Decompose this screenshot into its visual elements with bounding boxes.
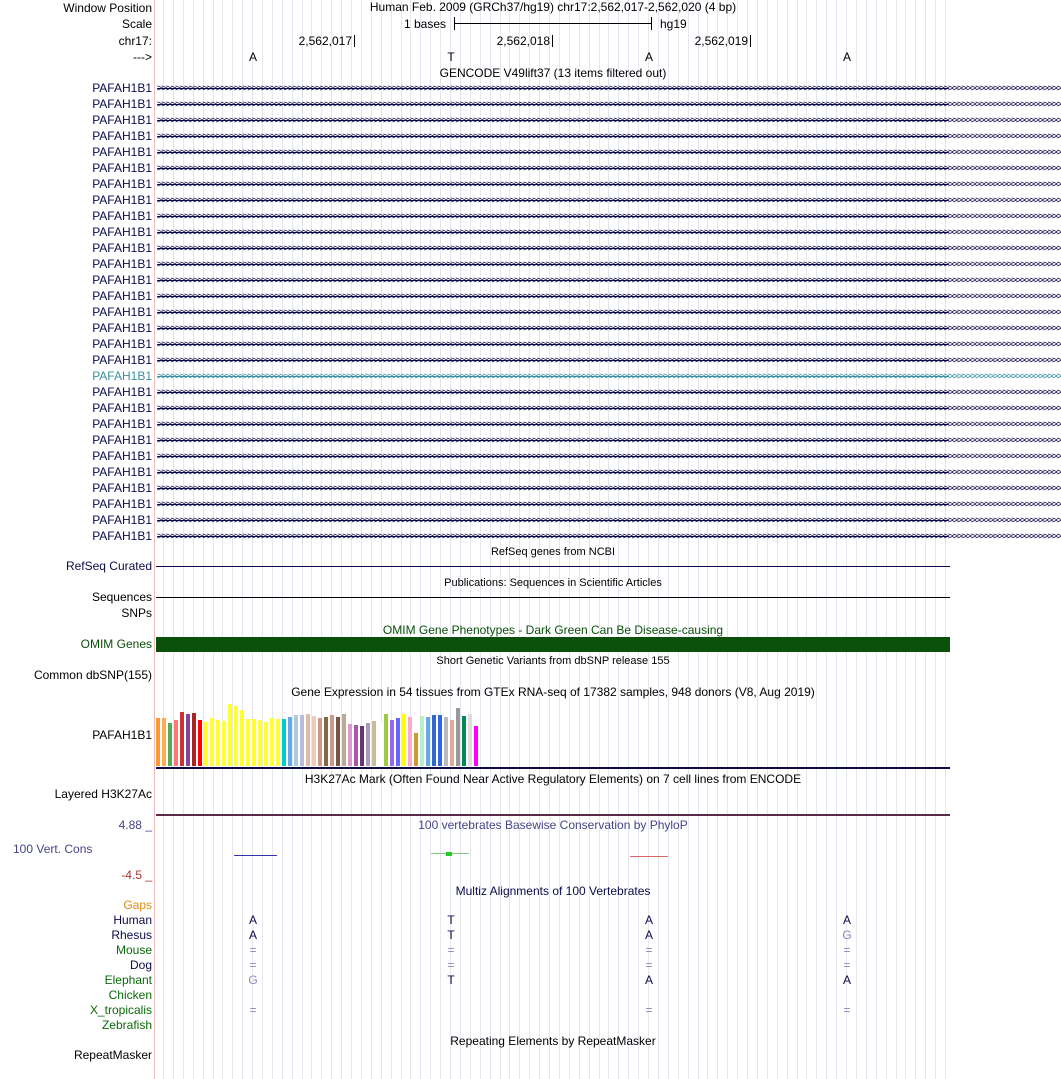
multiz-species-label[interactable]: X_tropicalis [89, 1003, 152, 1017]
multiz-base: = [645, 1003, 653, 1017]
base-letter: T [447, 50, 455, 64]
gtex-tissue-bar[interactable] [384, 714, 388, 766]
multiz-base: T [447, 913, 455, 927]
transcript-strand-arrows: >>>>>>>>>>>>>>>>>>>>>>>>>>>>>>>>>>>>>>>>>>>>>>>>>>>>>>>>>>>>>>>>>>>>>>>>>>>>>>>>>>>>>>>>>>>>>>>>>>>>>>>>>>>>>>>>>>>>>>>>>>>>>>>>>>>>>>>>>>>>>>>>>>>>>>>>>>>>>>>>>>>>>>>>>>>>>>>>>>>>>>>>>>>>>>>>>>>>>>>> [157, 211, 1061, 222]
gtex-tissue-bar[interactable] [444, 717, 448, 766]
gtex-baseline [156, 767, 950, 769]
gtex-tissue-bar[interactable] [174, 720, 178, 766]
repeatmasker-title: Repeating Elements by RepeatMasker [450, 1034, 656, 1048]
gencode-transcript-label[interactable]: PAFAH1B1 [92, 289, 152, 303]
gencode-transcript-label[interactable]: PAFAH1B1 [92, 385, 152, 399]
gencode-transcript-label[interactable]: PAFAH1B1 [92, 97, 152, 111]
transcript-strand-arrows: >>>>>>>>>>>>>>>>>>>>>>>>>>>>>>>>>>>>>>>>>>>>>>>>>>>>>>>>>>>>>>>>>>>>>>>>>>>>>>>>>>>>>>>>>>>>>>>>>>>>>>>>>>>>>>>>>>>>>>>>>>>>>>>>>>>>>>>>>>>>>>>>>>>>>>>>>>>>>>>>>>>>>>>>>>>>>>>>>>>>>>>>>>>>>>>>>>>>>>>> [157, 227, 1061, 238]
transcript-strand-arrows: >>>>>>>>>>>>>>>>>>>>>>>>>>>>>>>>>>>>>>>>>>>>>>>>>>>>>>>>>>>>>>>>>>>>>>>>>>>>>>>>>>>>>>>>>>>>>>>>>>>>>>>>>>>>>>>>>>>>>>>>>>>>>>>>>>>>>>>>>>>>>>>>>>>>>>>>>>>>>>>>>>>>>>>>>>>>>>>>>>>>>>>>>>>>>>>>>>>>>>>> [157, 163, 1061, 174]
ruler-position-label: 2,562,019 [694, 34, 748, 48]
gtex-tissue-bar[interactable] [186, 714, 190, 766]
publications-label[interactable]: Sequences [91, 590, 152, 604]
multiz-title: Multiz Alignments of 100 Vertebrates [455, 884, 651, 898]
refseq-label[interactable]: RefSeq Curated [65, 559, 152, 573]
gtex-tissue-bar[interactable] [372, 721, 376, 766]
gtex-tissue-bar[interactable] [456, 708, 460, 766]
multiz-base: = [447, 958, 455, 972]
gencode-transcript-label[interactable]: PAFAH1B1 [92, 481, 152, 495]
multiz-base: A [248, 928, 257, 942]
gencode-transcript-label[interactable]: PAFAH1B1 [92, 449, 152, 463]
gtex-tissue-bar[interactable] [462, 716, 466, 766]
gtex-tissue-bar[interactable] [246, 719, 250, 766]
transcript-strand-arrows: >>>>>>>>>>>>>>>>>>>>>>>>>>>>>>>>>>>>>>>>>>>>>>>>>>>>>>>>>>>>>>>>>>>>>>>>>>>>>>>>>>>>>>>>>>>>>>>>>>>>>>>>>>>>>>>>>>>>>>>>>>>>>>>>>>>>>>>>>>>>>>>>>>>>>>>>>>>>>>>>>>>>>>>>>>>>>>>>>>>>>>>>>>>>>>>>>>>>>>>> [157, 483, 1061, 494]
transcript-strand-arrows: >>>>>>>>>>>>>>>>>>>>>>>>>>>>>>>>>>>>>>>>>>>>>>>>>>>>>>>>>>>>>>>>>>>>>>>>>>>>>>>>>>>>>>>>>>>>>>>>>>>>>>>>>>>>>>>>>>>>>>>>>>>>>>>>>>>>>>>>>>>>>>>>>>>>>>>>>>>>>>>>>>>>>>>>>>>>>>>>>>>>>>>>>>>>>>>>>>>>>>>> [157, 195, 1061, 206]
transcript-strand-arrows: >>>>>>>>>>>>>>>>>>>>>>>>>>>>>>>>>>>>>>>>>>>>>>>>>>>>>>>>>>>>>>>>>>>>>>>>>>>>>>>>>>>>>>>>>>>>>>>>>>>>>>>>>>>>>>>>>>>>>>>>>>>>>>>>>>>>>>>>>>>>>>>>>>>>>>>>>>>>>>>>>>>>>>>>>>>>>>>>>>>>>>>>>>>>>>>>>>>>>>>> [157, 275, 1061, 286]
multiz-base: G [248, 973, 258, 987]
gtex-tissue-bar[interactable] [426, 717, 430, 766]
gtex-tissue-bar[interactable] [408, 717, 412, 766]
gtex-tissue-bar[interactable] [414, 733, 418, 766]
conservation-mark-2-peak [446, 852, 452, 856]
gencode-transcript-label[interactable]: PAFAH1B1 [92, 193, 152, 207]
gtex-tissue-bar[interactable] [336, 717, 340, 766]
transcript-strand-arrows: >>>>>>>>>>>>>>>>>>>>>>>>>>>>>>>>>>>>>>>>>>>>>>>>>>>>>>>>>>>>>>>>>>>>>>>>>>>>>>>>>>>>>>>>>>>>>>>>>>>>>>>>>>>>>>>>>>>>>>>>>>>>>>>>>>>>>>>>>>>>>>>>>>>>>>>>>>>>>>>>>>>>>>>>>>>>>>>>>>>>>>>>>>>>>>>>>>>>>>>> [157, 451, 1061, 462]
dbsnp-title: Short Genetic Variants from dbSNP release 155 [436, 655, 670, 667]
multiz-base: A [842, 913, 851, 927]
gencode-transcript-label[interactable]: PAFAH1B1 [92, 273, 152, 287]
gtex-tissue-bar[interactable] [348, 724, 352, 766]
ruler-position-label: 2,562,017 [298, 34, 352, 48]
base-letter: A [644, 50, 653, 64]
conservation-max: 4.88 _ [118, 818, 152, 832]
window-position-label: Window Position [63, 1, 152, 15]
gtex-tissue-bar[interactable] [180, 712, 184, 766]
gtex-tissue-bar[interactable] [450, 720, 454, 766]
gencode-transcript-label[interactable]: PAFAH1B1 [92, 513, 152, 527]
gencode-transcript-label[interactable]: PAFAH1B1 [92, 529, 152, 543]
gtex-tissue-bar[interactable] [324, 717, 328, 766]
transcript-strand-arrows: >>>>>>>>>>>>>>>>>>>>>>>>>>>>>>>>>>>>>>>>>>>>>>>>>>>>>>>>>>>>>>>>>>>>>>>>>>>>>>>>>>>>>>>>>>>>>>>>>>>>>>>>>>>>>>>>>>>>>>>>>>>>>>>>>>>>>>>>>>>>>>>>>>>>>>>>>>>>>>>>>>>>>>>>>>>>>>>>>>>>>>>>>>>>>>>>>>>>>>>> [157, 387, 1061, 398]
gtex-tissue-bar[interactable] [234, 706, 238, 766]
gtex-tissue-bar[interactable] [240, 710, 244, 766]
gencode-transcript-label[interactable]: PAFAH1B1 [92, 177, 152, 191]
gtex-tissue-bar[interactable] [270, 718, 274, 766]
gtex-tissue-bar[interactable] [252, 719, 256, 766]
conservation-min: -4.5 _ [121, 868, 152, 882]
transcript-strand-arrows: >>>>>>>>>>>>>>>>>>>>>>>>>>>>>>>>>>>>>>>>>>>>>>>>>>>>>>>>>>>>>>>>>>>>>>>>>>>>>>>>>>>>>>>>>>>>>>>>>>>>>>>>>>>>>>>>>>>>>>>>>>>>>>>>>>>>>>>>>>>>>>>>>>>>>>>>>>>>>>>>>>>>>>>>>>>>>>>>>>>>>>>>>>>>>>>>>>>>>>>> [157, 339, 1061, 350]
h3k27ac-label[interactable]: Layered H3K27Ac [54, 787, 152, 801]
multiz-base: A [644, 973, 653, 987]
transcript-strand-arrows: >>>>>>>>>>>>>>>>>>>>>>>>>>>>>>>>>>>>>>>>>>>>>>>>>>>>>>>>>>>>>>>>>>>>>>>>>>>>>>>>>>>>>>>>>>>>>>>>>>>>>>>>>>>>>>>>>>>>>>>>>>>>>>>>>>>>>>>>>>>>>>>>>>>>>>>>>>>>>>>>>>>>>>>>>>>>>>>>>>>>>>>>>>>>>>>>>>>>>>>> [157, 307, 1061, 318]
multiz-base: = [645, 958, 653, 972]
transcript-strand-arrows: >>>>>>>>>>>>>>>>>>>>>>>>>>>>>>>>>>>>>>>>>>>>>>>>>>>>>>>>>>>>>>>>>>>>>>>>>>>>>>>>>>>>>>>>>>>>>>>>>>>>>>>>>>>>>>>>>>>>>>>>>>>>>>>>>>>>>>>>>>>>>>>>>>>>>>>>>>>>>>>>>>>>>>>>>>>>>>>>>>>>>>>>>>>>>>>>>>>>>>>> [157, 515, 1061, 526]
gencode-transcript-label[interactable]: PAFAH1B1 [92, 321, 152, 335]
gtex-tissue-bar[interactable] [360, 726, 364, 766]
gtex-tissue-bar[interactable] [330, 715, 334, 766]
gencode-transcript-label[interactable]: PAFAH1B1 [92, 209, 152, 223]
gtex-tissue-bar[interactable] [222, 721, 226, 766]
h3k27ac-title: H3K27Ac Mark (Often Found Near Active Regulatory Elements) on 7 cell lines from ENCODE [304, 772, 802, 786]
gtex-tissue-bar[interactable] [468, 714, 472, 766]
scale-bar [454, 23, 652, 24]
label-divider [154, 0, 155, 1079]
multiz-base: = [249, 958, 257, 972]
multiz-base: A [644, 928, 653, 942]
multiz-base: A [248, 913, 257, 927]
gtex-tissue-bar[interactable] [228, 704, 232, 766]
gtex-bar-chart[interactable] [156, 690, 950, 766]
gtex-tissue-bar[interactable] [306, 714, 310, 766]
gtex-tissue-bar[interactable] [162, 718, 166, 766]
multiz-base: G [842, 928, 852, 942]
transcript-strand-arrows: >>>>>>>>>>>>>>>>>>>>>>>>>>>>>>>>>>>>>>>>>>>>>>>>>>>>>>>>>>>>>>>>>>>>>>>>>>>>>>>>>>>>>>>>>>>>>>>>>>>>>>>>>>>>>>>>>>>>>>>>>>>>>>>>>>>>>>>>>>>>>>>>>>>>>>>>>>>>>>>>>>>>>>>>>>>>>>>>>>>>>>>>>>>>>>>>>>>>>>>> [157, 435, 1061, 446]
transcript-strand-arrows: >>>>>>>>>>>>>>>>>>>>>>>>>>>>>>>>>>>>>>>>>>>>>>>>>>>>>>>>>>>>>>>>>>>>>>>>>>>>>>>>>>>>>>>>>>>>>>>>>>>>>>>>>>>>>>>>>>>>>>>>>>>>>>>>>>>>>>>>>>>>>>>>>>>>>>>>>>>>>>>>>>>>>>>>>>>>>>>>>>>>>>>>>>>>>>>>>>>>>>>> [157, 467, 1061, 478]
gtex-title: Gene Expression in 54 tissues from GTEx RNA-seq of 17382 samples, 948 donors (V8, Aug 2019) [291, 685, 815, 699]
transcript-strand-arrows: >>>>>>>>>>>>>>>>>>>>>>>>>>>>>>>>>>>>>>>>>>>>>>>>>>>>>>>>>>>>>>>>>>>>>>>>>>>>>>>>>>>>>>>>>>>>>>>>>>>>>>>>>>>>>>>>>>>>>>>>>>>>>>>>>>>>>>>>>>>>>>>>>>>>>>>>>>>>>>>>>>>>>>>>>>>>>>>>>>>>>>>>>>>>>>>>>>>>>>>> [157, 291, 1061, 302]
gtex-tissue-bar[interactable] [390, 720, 394, 766]
multiz-base: = [843, 958, 851, 972]
gtex-tissue-bar[interactable] [258, 720, 262, 766]
multiz-species-label[interactable]: Elephant [104, 973, 152, 987]
gencode-transcript-label[interactable]: PAFAH1B1 [92, 465, 152, 479]
gtex-tissue-bar[interactable] [396, 718, 400, 766]
multiz-species-label[interactable]: Chicken [108, 988, 152, 1002]
transcript-strand-arrows: >>>>>>>>>>>>>>>>>>>>>>>>>>>>>>>>>>>>>>>>>>>>>>>>>>>>>>>>>>>>>>>>>>>>>>>>>>>>>>>>>>>>>>>>>>>>>>>>>>>>>>>>>>>>>>>>>>>>>>>>>>>>>>>>>>>>>>>>>>>>>>>>>>>>>>>>>>>>>>>>>>>>>>>>>>>>>>>>>>>>>>>>>>>>>>>>>>>>>>>> [157, 419, 1061, 430]
conservation-title: 100 vertebrates Basewise Conservation by PhyloP [418, 818, 688, 832]
gencode-transcript-label[interactable]: PAFAH1B1 [92, 401, 152, 415]
gencode-transcript-label[interactable]: PAFAH1B1 [92, 353, 152, 367]
gencode-transcript-label[interactable]: PAFAH1B1 [92, 241, 152, 255]
transcript-strand-arrows: >>>>>>>>>>>>>>>>>>>>>>>>>>>>>>>>>>>>>>>>>>>>>>>>>>>>>>>>>>>>>>>>>>>>>>>>>>>>>>>>>>>>>>>>>>>>>>>>>>>>>>>>>>>>>>>>>>>>>>>>>>>>>>>>>>>>>>>>>>>>>>>>>>>>>>>>>>>>>>>>>>>>>>>>>>>>>>>>>>>>>>>>>>>>>>>>>>>>>>>> [157, 147, 1061, 158]
transcript-strand-arrows: >>>>>>>>>>>>>>>>>>>>>>>>>>>>>>>>>>>>>>>>>>>>>>>>>>>>>>>>>>>>>>>>>>>>>>>>>>>>>>>>>>>>>>>>>>>>>>>>>>>>>>>>>>>>>>>>>>>>>>>>>>>>>>>>>>>>>>>>>>>>>>>>>>>>>>>>>>>>>>>>>>>>>>>>>>>>>>>>>>>>>>>>>>>>>>>>>>>>>>>> [157, 115, 1061, 126]
base-letter: A [842, 50, 851, 64]
gtex-tissue-bar[interactable] [264, 722, 268, 766]
multiz-base: = [645, 943, 653, 957]
conservation-label[interactable]: 100 Vert. Cons [13, 842, 93, 856]
multiz-base: = [447, 943, 455, 957]
omim-bar[interactable] [156, 637, 950, 652]
scale-text: 1 bases [404, 17, 447, 31]
gencode-transcript-label[interactable]: PAFAH1B1 [92, 417, 152, 431]
multiz-base: = [843, 1003, 851, 1017]
gencode-transcript-label[interactable]: PAFAH1B1 [92, 161, 152, 175]
publications-line[interactable] [156, 597, 950, 598]
base-letter: A [248, 50, 257, 64]
gencode-transcript-label[interactable]: PAFAH1B1 [92, 81, 152, 95]
multiz-species-label[interactable]: Dog [129, 958, 152, 972]
gtex-tissue-bar[interactable] [282, 719, 286, 766]
gencode-title: GENCODE V49lift37 (13 items filtered out) [439, 66, 667, 80]
multiz-species-label[interactable]: Mouse [115, 943, 152, 957]
gtex-label[interactable]: PAFAH1B1 [92, 728, 152, 742]
multiz-species-label[interactable]: Zebrafish [101, 1018, 152, 1032]
gencode-transcript-label[interactable]: PAFAH1B1 [92, 113, 152, 127]
ruler-position-label: 2,562,018 [496, 34, 550, 48]
transcript-strand-arrows: >>>>>>>>>>>>>>>>>>>>>>>>>>>>>>>>>>>>>>>>>>>>>>>>>>>>>>>>>>>>>>>>>>>>>>>>>>>>>>>>>>>>>>>>>>>>>>>>>>>>>>>>>>>>>>>>>>>>>>>>>>>>>>>>>>>>>>>>>>>>>>>>>>>>>>>>>>>>>>>>>>>>>>>>>>>>>>>>>>>>>>>>>>>>>>>>>>>>>>>> [157, 499, 1061, 510]
ruler-tick [354, 35, 355, 47]
gtex-tissue-bar[interactable] [378, 723, 382, 766]
gtex-tissue-bar[interactable] [192, 713, 196, 766]
multiz-base: T [447, 973, 455, 987]
chrom-label: chr17: [118, 34, 152, 48]
transcript-strand-arrows: >>>>>>>>>>>>>>>>>>>>>>>>>>>>>>>>>>>>>>>>>>>>>>>>>>>>>>>>>>>>>>>>>>>>>>>>>>>>>>>>>>>>>>>>>>>>>>>>>>>>>>>>>>>>>>>>>>>>>>>>>>>>>>>>>>>>>>>>>>>>>>>>>>>>>>>>>>>>>>>>>>>>>>>>>>>>>>>>>>>>>>>>>>>>>>>>>>>>>>>> [157, 531, 1061, 542]
window-position-title: Human Feb. 2009 (GRCh37/hg19) chr17:2,562,017-2,562,020 (4 bp) [369, 0, 737, 14]
transcript-strand-arrows: >>>>>>>>>>>>>>>>>>>>>>>>>>>>>>>>>>>>>>>>>>>>>>>>>>>>>>>>>>>>>>>>>>>>>>>>>>>>>>>>>>>>>>>>>>>>>>>>>>>>>>>>>>>>>>>>>>>>>>>>>>>>>>>>>>>>>>>>>>>>>>>>>>>>>>>>>>>>>>>>>>>>>>>>>>>>>>>>>>>>>>>>>>>>>>>>>>>>>>>> [157, 179, 1061, 190]
gtex-tissue-bar[interactable] [366, 723, 370, 766]
gtex-tissue-bar[interactable] [312, 716, 316, 766]
conservation-mark-1 [234, 855, 277, 856]
gaps-label[interactable]: Gaps [123, 898, 152, 912]
transcript-strand-arrows: >>>>>>>>>>>>>>>>>>>>>>>>>>>>>>>>>>>>>>>>>>>>>>>>>>>>>>>>>>>>>>>>>>>>>>>>>>>>>>>>>>>>>>>>>>>>>>>>>>>>>>>>>>>>>>>>>>>>>>>>>>>>>>>>>>>>>>>>>>>>>>>>>>>>>>>>>>>>>>>>>>>>>>>>>>>>>>>>>>>>>>>>>>>>>>>>>>>>>>>> [157, 83, 1061, 94]
transcript-strand-arrows: >>>>>>>>>>>>>>>>>>>>>>>>>>>>>>>>>>>>>>>>>>>>>>>>>>>>>>>>>>>>>>>>>>>>>>>>>>>>>>>>>>>>>>>>>>>>>>>>>>>>>>>>>>>>>>>>>>>>>>>>>>>>>>>>>>>>>>>>>>>>>>>>>>>>>>>>>>>>>>>>>>>>>>>>>>>>>>>>>>>>>>>>>>>>>>>>>>>>>>>> [157, 131, 1061, 142]
gtex-tissue-bar[interactable] [210, 718, 214, 766]
gencode-transcript-label[interactable]: PAFAH1B1 [92, 305, 152, 319]
multiz-base: A [644, 913, 653, 927]
multiz-base: A [842, 973, 851, 987]
transcript-strand-arrows: >>>>>>>>>>>>>>>>>>>>>>>>>>>>>>>>>>>>>>>>>>>>>>>>>>>>>>>>>>>>>>>>>>>>>>>>>>>>>>>>>>>>>>>>>>>>>>>>>>>>>>>>>>>>>>>>>>>>>>>>>>>>>>>>>>>>>>>>>>>>>>>>>>>>>>>>>>>>>>>>>>>>>>>>>>>>>>>>>>>>>>>>>>>>>>>>>>>>>>>> [157, 403, 1061, 414]
gtex-tissue-bar[interactable] [276, 719, 280, 766]
publications-title: Publications: Sequences in Scientific Articles [444, 577, 662, 589]
conservation-mark-3 [630, 856, 668, 857]
omim-label[interactable]: OMIM Genes [80, 637, 152, 651]
gtex-tissue-bar[interactable] [156, 718, 160, 766]
gtex-tissue-bar[interactable] [438, 715, 442, 766]
transcript-strand-arrows: >>>>>>>>>>>>>>>>>>>>>>>>>>>>>>>>>>>>>>>>>>>>>>>>>>>>>>>>>>>>>>>>>>>>>>>>>>>>>>>>>>>>>>>>>>>>>>>>>>>>>>>>>>>>>>>>>>>>>>>>>>>>>>>>>>>>>>>>>>>>>>>>>>>>>>>>>>>>>>>>>>>>>>>>>>>>>>>>>>>>>>>>>>>>>>>>>>>>>>>> [157, 323, 1061, 334]
gtex-tissue-bar[interactable] [294, 715, 298, 766]
transcript-strand-arrows: >>>>>>>>>>>>>>>>>>>>>>>>>>>>>>>>>>>>>>>>>>>>>>>>>>>>>>>>>>>>>>>>>>>>>>>>>>>>>>>>>>>>>>>>>>>>>>>>>>>>>>>>>>>>>>>>>>>>>>>>>>>>>>>>>>>>>>>>>>>>>>>>>>>>>>>>>>>>>>>>>>>>>>>>>>>>>>>>>>>>>>>>>>>>>>>>>>>>>>>> [157, 371, 1061, 382]
multiz-base: = [843, 943, 851, 957]
h3k27ac-baseline [156, 814, 950, 816]
gtex-tissue-bar[interactable] [402, 714, 406, 766]
gtex-tissue-bar[interactable] [318, 718, 322, 766]
transcript-strand-arrows: >>>>>>>>>>>>>>>>>>>>>>>>>>>>>>>>>>>>>>>>>>>>>>>>>>>>>>>>>>>>>>>>>>>>>>>>>>>>>>>>>>>>>>>>>>>>>>>>>>>>>>>>>>>>>>>>>>>>>>>>>>>>>>>>>>>>>>>>>>>>>>>>>>>>>>>>>>>>>>>>>>>>>>>>>>>>>>>>>>>>>>>>>>>>>>>>>>>>>>>> [157, 355, 1061, 366]
gtex-tissue-bar[interactable] [168, 723, 172, 766]
refseq-line[interactable] [156, 566, 950, 567]
gtex-tissue-bar[interactable] [204, 722, 208, 766]
gtex-tissue-bar[interactable] [342, 714, 346, 766]
gencode-transcript-label[interactable]: PAFAH1B1 [92, 129, 152, 143]
ruler-tick [552, 35, 553, 47]
transcript-strand-arrows: >>>>>>>>>>>>>>>>>>>>>>>>>>>>>>>>>>>>>>>>>>>>>>>>>>>>>>>>>>>>>>>>>>>>>>>>>>>>>>>>>>>>>>>>>>>>>>>>>>>>>>>>>>>>>>>>>>>>>>>>>>>>>>>>>>>>>>>>>>>>>>>>>>>>>>>>>>>>>>>>>>>>>>>>>>>>>>>>>>>>>>>>>>>>>>>>>>>>>>>> [157, 259, 1061, 270]
multiz-base: = [249, 1003, 257, 1017]
multiz-species-label[interactable]: Rhesus [111, 928, 152, 942]
ruler-tick [750, 35, 751, 47]
gencode-transcript-label[interactable]: PAFAH1B1 [92, 337, 152, 351]
gencode-transcript-label[interactable]: PAFAH1B1 [92, 497, 152, 511]
gtex-tissue-bar[interactable] [288, 717, 292, 766]
gencode-transcript-label[interactable]: PAFAH1B1 [92, 433, 152, 447]
transcript-strand-arrows: >>>>>>>>>>>>>>>>>>>>>>>>>>>>>>>>>>>>>>>>>>>>>>>>>>>>>>>>>>>>>>>>>>>>>>>>>>>>>>>>>>>>>>>>>>>>>>>>>>>>>>>>>>>>>>>>>>>>>>>>>>>>>>>>>>>>>>>>>>>>>>>>>>>>>>>>>>>>>>>>>>>>>>>>>>>>>>>>>>>>>>>>>>>>>>>>>>>>>>>> [157, 99, 1061, 110]
gencode-transcript-label[interactable]: PAFAH1B1 [92, 369, 152, 383]
gtex-tissue-bar[interactable] [198, 720, 202, 766]
repeatmasker-label[interactable]: RepeatMasker [73, 1048, 152, 1062]
assembly-label: hg19 [660, 17, 687, 31]
gtex-tissue-bar[interactable] [420, 716, 424, 766]
snps-label[interactable]: SNPs [121, 606, 152, 620]
gtex-tissue-bar[interactable] [216, 720, 220, 766]
multiz-species-label[interactable]: Human [113, 913, 152, 927]
gtex-tissue-bar[interactable] [300, 715, 304, 766]
gencode-transcript-label[interactable]: PAFAH1B1 [92, 145, 152, 159]
scale-label: Scale [121, 17, 152, 31]
gtex-tissue-bar[interactable] [474, 726, 478, 766]
multiz-base: T [447, 928, 455, 942]
transcript-strand-arrows: >>>>>>>>>>>>>>>>>>>>>>>>>>>>>>>>>>>>>>>>>>>>>>>>>>>>>>>>>>>>>>>>>>>>>>>>>>>>>>>>>>>>>>>>>>>>>>>>>>>>>>>>>>>>>>>>>>>>>>>>>>>>>>>>>>>>>>>>>>>>>>>>>>>>>>>>>>>>>>>>>>>>>>>>>>>>>>>>>>>>>>>>>>>>>>>>>>>>>>>> [157, 243, 1061, 254]
dbsnp-label[interactable]: Common dbSNP(155) [33, 668, 152, 682]
gtex-tissue-bar[interactable] [354, 725, 358, 766]
gtex-tissue-bar[interactable] [432, 715, 436, 766]
omim-title: OMIM Gene Phenotypes - Dark Green Can Be Disease-causing [382, 623, 724, 637]
strand-label: ---> [133, 50, 152, 64]
multiz-base: = [249, 943, 257, 957]
gencode-transcript-label[interactable]: PAFAH1B1 [92, 257, 152, 271]
gencode-transcript-label[interactable]: PAFAH1B1 [92, 225, 152, 239]
refseq-title: RefSeq genes from NCBI [490, 546, 616, 558]
